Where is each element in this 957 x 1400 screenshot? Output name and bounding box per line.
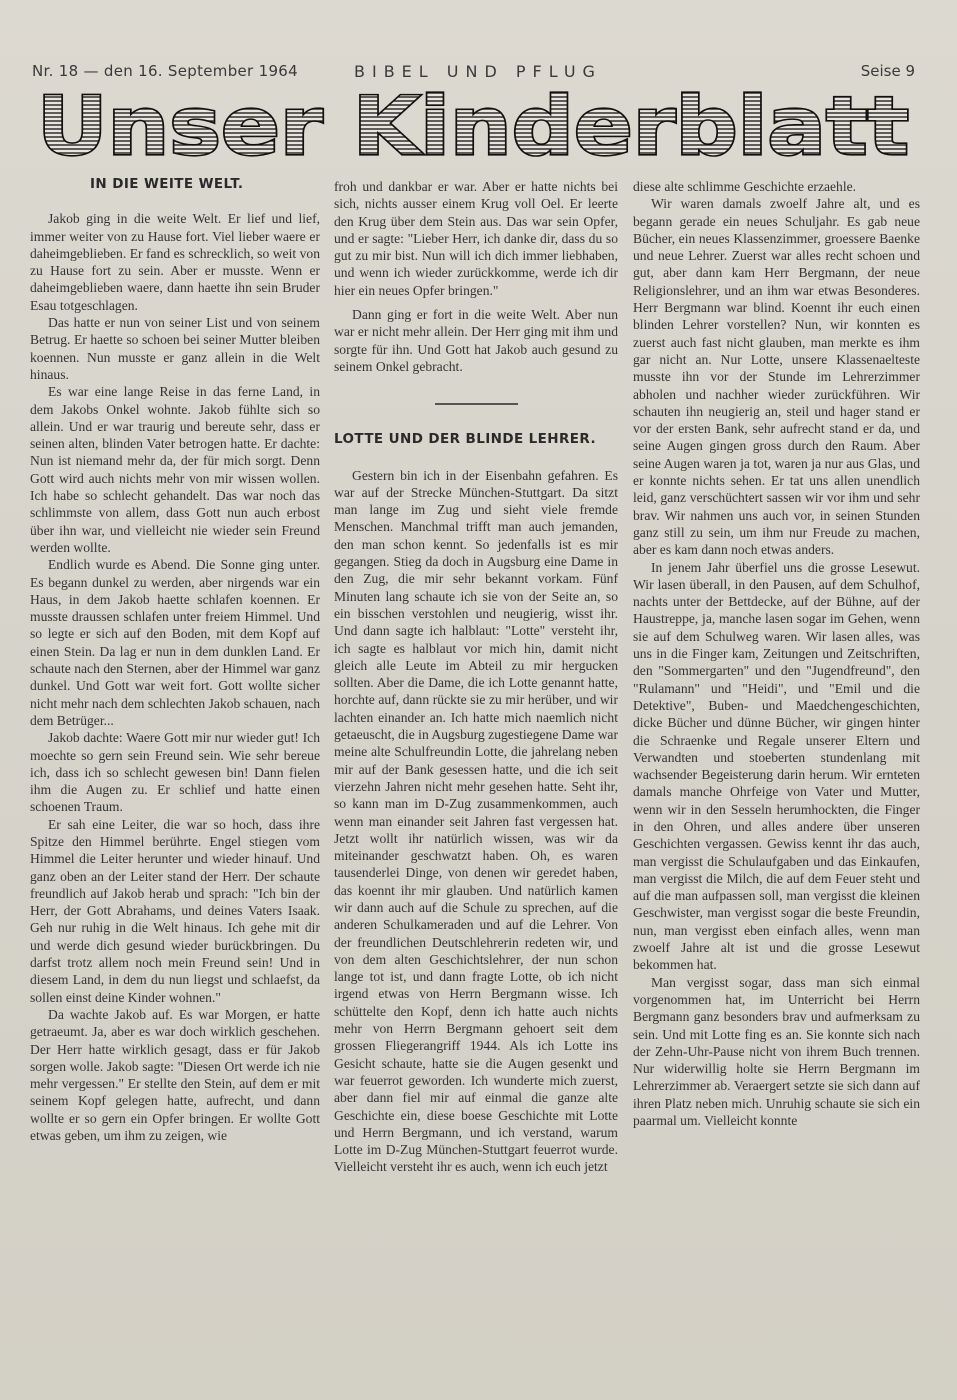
column-2: [334, 178, 618, 1176]
paragraph: Er sah eine Leiter, die war so hoch, dass ihre Spitze den Himmel berührte. Engel stiegen vom Himmel die Leiter herunter und wieder hinauf. Und ganz oben an der Leiter stand der Herr. Der schaute freundlich auf Jakob herab und sprach: "Ich bin der Herr, der Gott Abrahams, und deines Vaters Isaak. Geh nur ruhig in die Welt hinaus. Ich gehe mit dir und werde dich gesund wieder burückbringen. Du darfst trotz allem noch mein Freund sein! Und in diesem Land, in dem du nun liegst und schlaefst, da sollen einst deine Kinder wohnen.": [30, 816, 320, 1005]
running-head: [32, 58, 915, 84]
column-3: [633, 178, 920, 1129]
masthead-title-text: Unser Kinderblatt: [37, 88, 909, 168]
story-title: LOTTE UND DER BLINDE LEHRER.: [334, 431, 596, 448]
paragraph-continued: diese alte schlimme Geschichte erzaehle.: [633, 179, 857, 194]
paragraph: Man vergisst sogar, dass man sich einmal vorgenommen hat, im Unterricht bei Herrn Bergmann ganz besonders brav und aufmerksam zu sein. Und mit Lotte fing es an. Sie konnte sich nach der Zehn-Uhr-Pause nicht von ihrem Buch trennen. Nur widerwillig holte sie Herrn Bergmann im Lehrerzimmer ab. Veraergert setzte sie sich dann auf ihren Platz neben mich. Unruhig schaute sie sich ein paarmal um. Vielleicht konnte: [633, 974, 920, 1129]
paragraph: Wir waren damals zwoelf Jahre alt, und es begann gerade ein neues Schuljahr. Es gab neue Bücher, ein neues Klassenzimmer, groessere Baenke und neue Lehrer. Zuerst war alles recht schoen und gut, aber dann kam Herr Bergmann, der neue Religionslehrer, und an ihm war etwas Besonderes. Herr Bergmann war blind. Koennt ihr euch einen blinden Lehrer vorstellen? Nun, wir konnten es zuerst auch fast nicht glauben, man merkte es ihm gar nicht an. Nur Lotte, unsere Klassenaelteste musste ihn vor der Stunde im Lehrerzimmer abholen und nachher wieder zurückführen. Wir schauten ihn neugierig an, steil und hager stand er vor der ersten Bank, sehr aufrecht stand er da, und seine Augen gingen gross durch den Raum. Aber seine Augen waren ja tot, waren ja nur aus Glas, und er konnte nichts sehen. Er tat uns allen unendlich leid, ganz verschüchtert sassen wir vor ihm und sehr brav. Wir nahmen uns auch vor, in seinen Stunden ganz still zu sein, um ihm nur Freude zu machen, aber es kam dann noch etwas anders.: [633, 196, 920, 558]
paragraph: Endlich wurde es Abend. Die Sonne ging unter. Es begann dunkel zu werden, aber nirgends war ein Haus, in dem Jakob haette schlafen koennen. Er musste draussen schlafen unter freiem Himmel. Und so legte er sich auf den Boden, mit dem Kopf auf einen Stein. Da lag er nun in dem dunklen Land. Er schaute nach den Sternen, aber der Himmel war ganz dunkel. Und Gott war weit fort. Gott wollte sicher nicht mehr nach dem schlechten Jakob schauen, nach dem Betrüger...: [30, 557, 320, 728]
masthead: [32, 88, 914, 168]
column-1: [30, 176, 320, 1144]
publication-name: BIBEL UND PFLUG: [354, 62, 602, 81]
paragraph: Jakob dachte: Waere Gott mir nur wieder gut! Ich moechte so gern sein Freund sein. Wie sehr bereue ich, dass ich so schlecht gewesen bin! Dann fielen ihm die Augen zu. Er schlief und hatte einen schoenen Traum.: [30, 730, 320, 815]
paragraph: Gestern bin ich in der Eisenbahn gefahren. Es war auf der Strecke München-Stuttgart. Da sitzt man lange im Zug und sieht viele fremde Menschen. Manchmal trifft man auch jemanden, den man schon kennt. So jedenfalls ist es mir gegangen. Stieg da doch in Augsburg eine Dame in den Zug, die mir sehr bekannt vorkam. Fünf Minuten lang schaute ich sie von der Seite an, so ein bisschen verstohlen und neugierig, wisst ihr. Und dann sagte ich halblaut: "Lotte" versteht ihr, ich sagte es halblaut vor mich hin, damit nicht gleich alle Leute im Abteil zu mir hergucken sollten. Aber die Dame, die ich Lotte genannt hatte, horchte auf, dann rückte sie zu mir herüber, und wir lachten einander an. Ich hatte mich naemlich nicht getaeuscht, die in Augsburg zugestiegene Dame war meine alte Schulfreundin Lotte, die jahrelang neben mir auf der Bank gesessen hatte, und die ich seit vierzehn Jahren nicht mehr gesehen hatte. Seht ihr, so kann man im D-Zug zusammenkommen, auch wenn man einander seit Jahren fast vergessen hat. Jetzt wollt ihr natürlich wissen, was wir da miteinander geschwatzt haben. Oh, es waren tausenderlei Dinge, von denen wir geredet haben, das koennt ihr mir glauben. Und natürlich kamen wir dann auch auf die Schule zu sprechen, auf die anderen Schulkameraden und auf die Lehrer. Von der freundlichen Deutschlehrerin redeten wir, und von dem alten Geschichtslehrer, der nun schon lange tot ist, und dann fragte Lotte, ob ich nicht irgend etwas von Herrn Bergmann wisse. Ich schüttelte den Kopf, denn ich hatte auch nichts mehr von Herrn Bergmann gehoert seit dem grossen Fliegerangriff 1944. Als ich Lotte ins Gesicht schaute, hatte sie die Augen gesenkt und war feuerrot geworden. Ich wunderte mich zuerst, aber dann fiel mir auf einmal die ganze alte Geschichte ein, diese boese Geschichte mit Lotte und Herrn Bergmann, und ich verstand, warum Lotte im D-Zug München-Stuttgart feuerrot wurde. Vielleicht versteht ihr es auch, wenn ich euch jetzt: [334, 467, 618, 1175]
paragraph: Es war eine lange Reise in das ferne Land, in dem Jakobs Onkel wohnte. Jakob fühlte sich so allein. Und er war traurig und bereute sehr, dass er seinen alten, blinden Vater betrogen hatte. Er dachte: Nun ist niemand mehr da, der für mich sorgt. Denn Gott wird auch nichts mehr von mir wissen wollen. Ich habe so schlecht gehandelt. Das war noch das schlimmste von allem, dass Gott nun auch erbost über ihn war, und vielleicht nie wieder sein Freund werden wollte.: [30, 384, 320, 555]
paragraph: Da wachte Jakob auf. Es war Morgen, er hatte getraeumt. Ja, aber es war doch wirklich geschehen. Der Herr hatte wirklich gesagt, dass er für Jakob sorgen wolle. Jakob sagte: "Diesen Ort werde ich nie mehr vergessen." Er stellte den Stein, auf dem er mit seinem Kopf gelegen hatte, aufrecht, und dann wollte er so gern ein Opfer bringen. Er wollte Gott etwas geben, um ihm zu zeigen, wie: [30, 1006, 320, 1144]
page-number: Seise 9: [860, 62, 915, 80]
paragraph-continued: froh und dankbar er war. Aber er hatte nichts bei sich, nichts ausser einem Krug voll Oel. Er leerte den Krug über dem Stein aus. Das war sein Opfer, und er sagte: "Lieber Herr, ich danke dir, dass du so gut zu mir bist. Nun will ich dich immer liebhaben, und wenn ich wieder zurückkomme, werde ich dir hier ein neues Opfer bringen.": [334, 179, 618, 298]
paragraph: Jakob ging in die weite Welt. Er lief und lief, immer weiter von zu Hause fort. Viel lieber waere er daheimgeblieben. Er fand es schrecklich, so weit von zu Hause fort zu sein. Aber er musste. Wenn er daheimgeblieben waere, dann haette ihn sein Bruder Esau totgeschlagen.: [30, 211, 320, 313]
masthead-title: [32, 88, 914, 168]
story-divider: [435, 403, 518, 405]
paragraph: Das hatte er nun von seiner List und von seinem Betrug. Er haette so schoen bei seiner Mutter bleiben koennen. Nun musste er ganz allein in die Welt hinaus.: [30, 315, 320, 382]
paragraph: In jenem Jahr überfiel uns die grosse Lesewut. Wir lasen überall, in den Pausen, auf dem Schulhof, nachts unter der Bettdecke, auf der Bühne, auf der Haustreppe, ja, manche lasen sogar im Gehen, wenn sie auf dem Schulweg waren. Wir lasen alles, was uns in die Finger kam, Zeitungen und Zeitschriften, den "Sommergarten" und den "Jugendfreund", den "Rulamann" und "Heidi", und "Emil und die Detektive", Buben- und Maedchengeschichten, dicke Bücher und dünne Bücher, wir gingen hinter die Schraenke und Regale unserer Eltern und Verwandten und stoeberten stundenlang mit wachsender Begeisterung darin herum. Wir ernteten damals manche Ohrfeige von Vater und Mutter, wenn wir in den Sesseln herumhockten, die Finger in den Ohren, und alles andere über unseren Geschichten vergassen. Gewiss kennt ihr das auch, man vergisst die Schulaufgaben und das Einkaufen, man vergisst die Milch, die auf dem Feuer steht und auf die man aufpassen soll, man vergisst die kleinen Geschwister, man vergisst sogar die beste Freundin, nun, man vergisst eben einfach alles, wenn man zwoelf Jahre alt ist und die grosse Lesewut bekommen hat.: [633, 559, 920, 973]
issue-date: Nr. 18 — den 16. September 1964: [32, 62, 298, 80]
story-title: IN DIE WEITE WELT.: [90, 176, 244, 192]
paragraph: Dann ging er fort in die weite Welt. Aber nun war er nicht mehr allein. Der Herr ging mit ihm und sorgte für ihn. Und Gott hat Jakob auch gesund zu seinem Onkel gebracht.: [334, 307, 618, 374]
